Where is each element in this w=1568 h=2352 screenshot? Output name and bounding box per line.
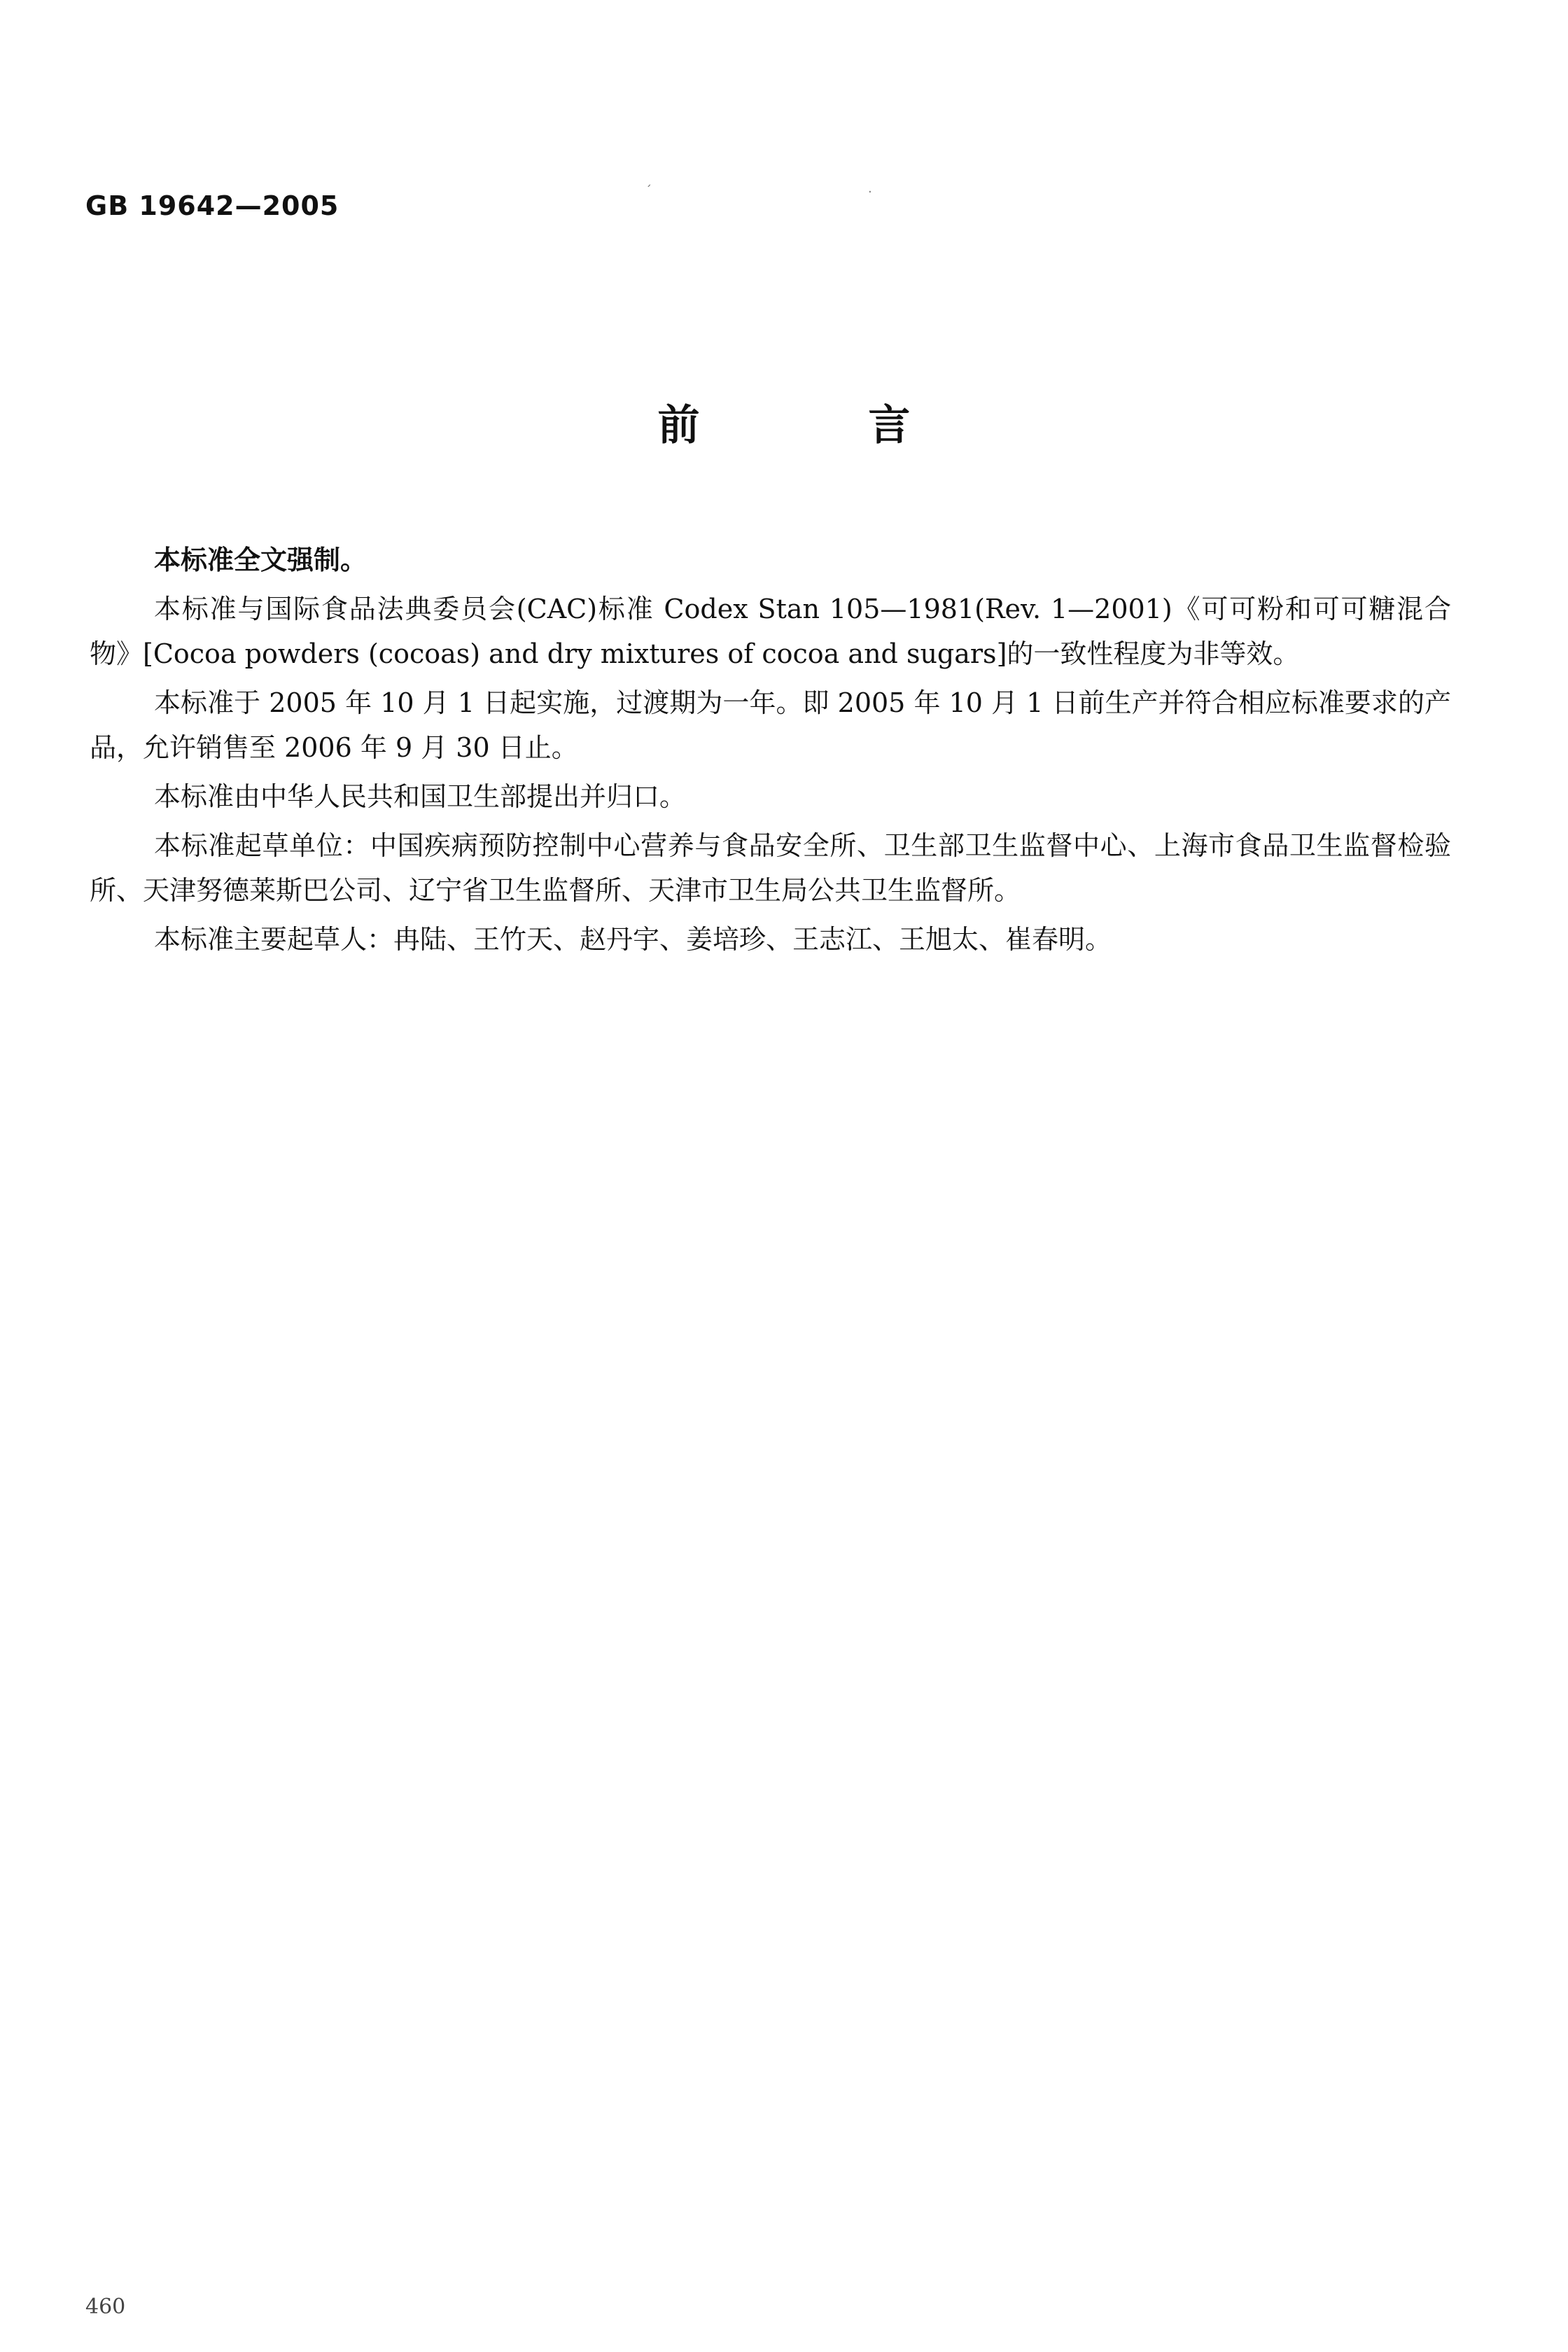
paragraph-drafters: 本标准主要起草人：冉陆、王竹天、赵丹宇、姜培珍、王志江、王旭太、崔春明。	[154, 924, 1112, 955]
paragraph-implementation: 本标准于 2005 年 10 月 1 日起实施，过渡期为一年。即 2005 年 10 月 1 日前生产并符合相应标准要求的产品，允许销售至 2006 年 9 月 30 日止。	[90, 687, 1451, 763]
paragraph-drafting-units: 本标准起草单位：中国疾病预防控制中心营养与食品安全所、卫生部卫生监督中心、上海市食品卫生监督检验所、天津努德莱斯巴公司、辽宁省卫生监督所、天津市卫生局公共卫生监督所。	[90, 830, 1451, 906]
scan-speck: ˊ	[645, 183, 652, 198]
paragraph-consistency: 本标准与国际食品法典委员会(CAC)标准 Codex Stan 105—1981(Rev. 1—2001)《可可粉和可可糖混合物》[Cocoa powders (cocoas) and dry mixtures of cocoa and sugars]的一致性程度为非等效。	[90, 594, 1451, 669]
paragraph-mandatory: 本标准全文强制。	[154, 545, 368, 575]
scan-speck: ·	[868, 185, 872, 200]
preface-body	[90, 538, 1451, 966]
page-number: 460	[85, 2295, 126, 2319]
page-title: 前 言	[657, 401, 988, 450]
standard-number: GB 19642—2005	[85, 190, 340, 221]
paragraph-proposer: 本标准由中华人民共和国卫生部提出并归口。	[154, 781, 687, 812]
